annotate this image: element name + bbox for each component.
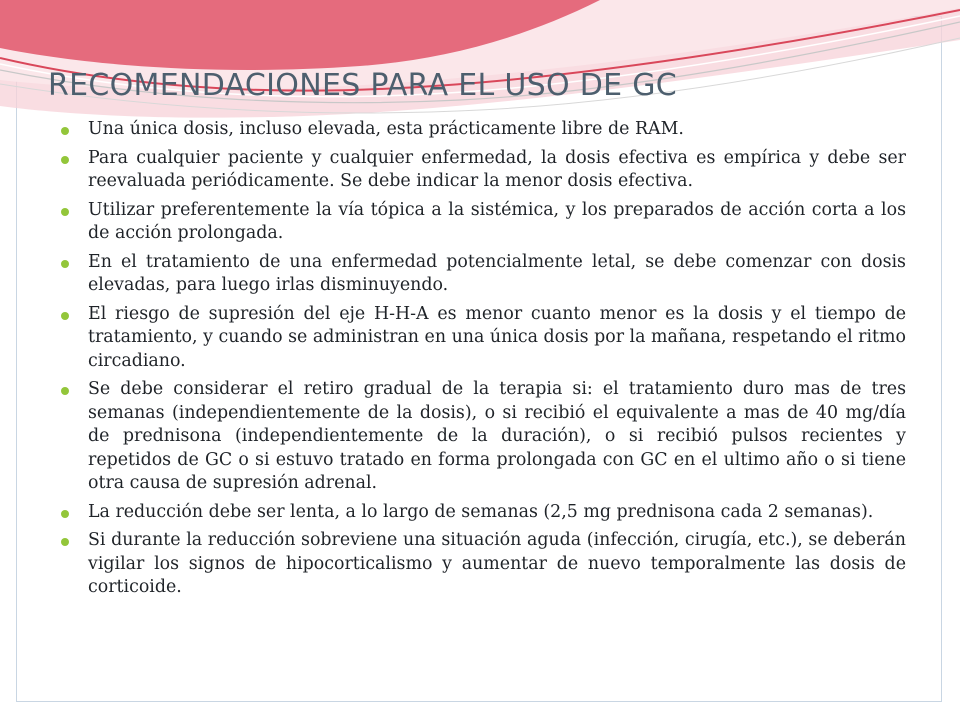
bullet-dot-icon: [61, 387, 69, 395]
bullet-text: Utilizar preferentemente la vía tópica a la sistémica, y los preparados de acción corta a los de acción prolongada.: [88, 199, 906, 243]
bullet-dot-icon: [61, 312, 69, 320]
bullet-item: [88, 529, 906, 600]
bullet-dot-icon: [61, 538, 69, 546]
bullet-item: [88, 147, 906, 194]
bullet-item: [88, 501, 906, 525]
bullet-text: En el tratamiento de una enfermedad potencialmente letal, se debe comenzar con dosis elevadas, para luego irlas disminuyendo.: [88, 251, 906, 295]
bullet-item: [88, 251, 906, 298]
decorative-swoosh-header: [0, 0, 960, 130]
bullet-text: La reducción debe ser lenta, a lo largo de semanas (2,5 mg prednisona cada 2 semanas).: [88, 501, 874, 522]
bullet-dot-icon: [61, 127, 69, 135]
slide-title: RECOMENDACIONES PARA EL USO DE GC: [48, 68, 678, 103]
bullet-item: [88, 118, 906, 142]
bullet-dot-icon: [61, 510, 69, 518]
bullet-item: [88, 199, 906, 246]
bullet-item: [88, 303, 906, 374]
bullet-dot-icon: [61, 208, 69, 216]
bullet-dot-icon: [61, 260, 69, 268]
bullet-list: [88, 118, 906, 605]
bullet-item: [88, 378, 906, 496]
bullet-text: Para cualquier paciente y cualquier enfermedad, la dosis efectiva es empírica y debe ser reevaluada periódicamente. Se debe indicar la menor dosis efectiva.: [88, 147, 906, 191]
bullet-text: Si durante la reducción sobreviene una situación aguda (infección, cirugía, etc.), se deberán vigilar los signos de hipocorticalismo y aumentar de nuevo temporalmente las dosis de corticoide.: [88, 530, 906, 597]
bullet-text: El riesgo de supresión del eje H-H-A es menor cuanto menor es la dosis y el tiempo de tratamiento, y cuando se administran en una única dosis por la mañana, respetando el ritmo circadiano.: [88, 303, 906, 371]
bullet-text: Se debe considerar el retiro gradual de la terapia si: el tratamiento duro mas de tres semanas (independientemente de la dosis), o si recibió el equivalente a mas de 40 mg/día de prednisona (independientemente de la duración), o si recibió pulsos recientes y repetidos de GC o si estuvo tratado en forma prolongada con GC en el ultimo año o si tiene otra causa de supresión adrenal.: [88, 379, 906, 493]
bullet-text: Una única dosis, incluso elevada, esta prácticamente libre de RAM.: [88, 119, 684, 139]
bullet-dot-icon: [61, 156, 69, 164]
